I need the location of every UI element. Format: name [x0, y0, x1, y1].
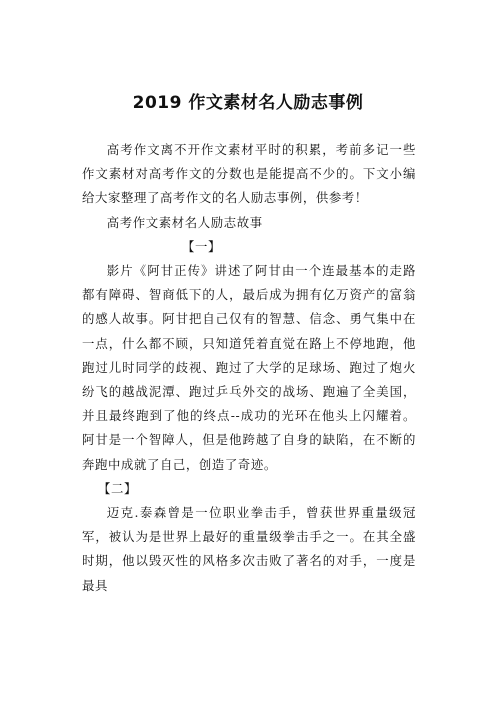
section-paragraph-2: 迈克.泰森曾是一位职业拳击手，曾获世界重量级冠军，被认为是世界上最好的重量级拳击手之一。在其全盛时期，他以毁灭性的风格多次击败了著名的对手，一度是最具 — [82, 505, 416, 593]
intro-paragraph: 高考作文离不开作文素材平时的积累，考前多记一些作文素材对高考作文的分数也是能提高不少的。下文小编给大家整理了高考作文的名人励志事例，供参考！ — [82, 142, 416, 206]
subtitle-line: 高考作文素材名人励志故事 — [106, 214, 263, 230]
document-title: 2019 作文素材名人励志事例 — [132, 93, 364, 113]
section-heading-1: 【一】 — [182, 238, 221, 254]
section-paragraph-1: 影片《阿甘正传》讲述了阿甘由一个连最基本的走路都有障碍、智商低下的人，最后成为拥有亿万资产的富翁的感人故事。阿甘把自己仅有的智慧、信念、勇气集中在一点，什么都不顾，只知道凭着直觉在路上不停地跑，他跑过儿时同学的歧视、跑过了大学的足球场、跑过了炮火纷飞的越战泥潭、跑过乒乓外交的战场、跑遍了全美国，并且最终跑到了他的终点--成功的光环在他头上闪耀着。阿甘是一个智障人，但是他跨越了自身的缺陷，在不断的奔跑中成就了自己，创造了奇迹。 — [82, 263, 416, 472]
section-heading-2: 【二】 — [98, 480, 137, 496]
document-body — [82, 138, 416, 598]
